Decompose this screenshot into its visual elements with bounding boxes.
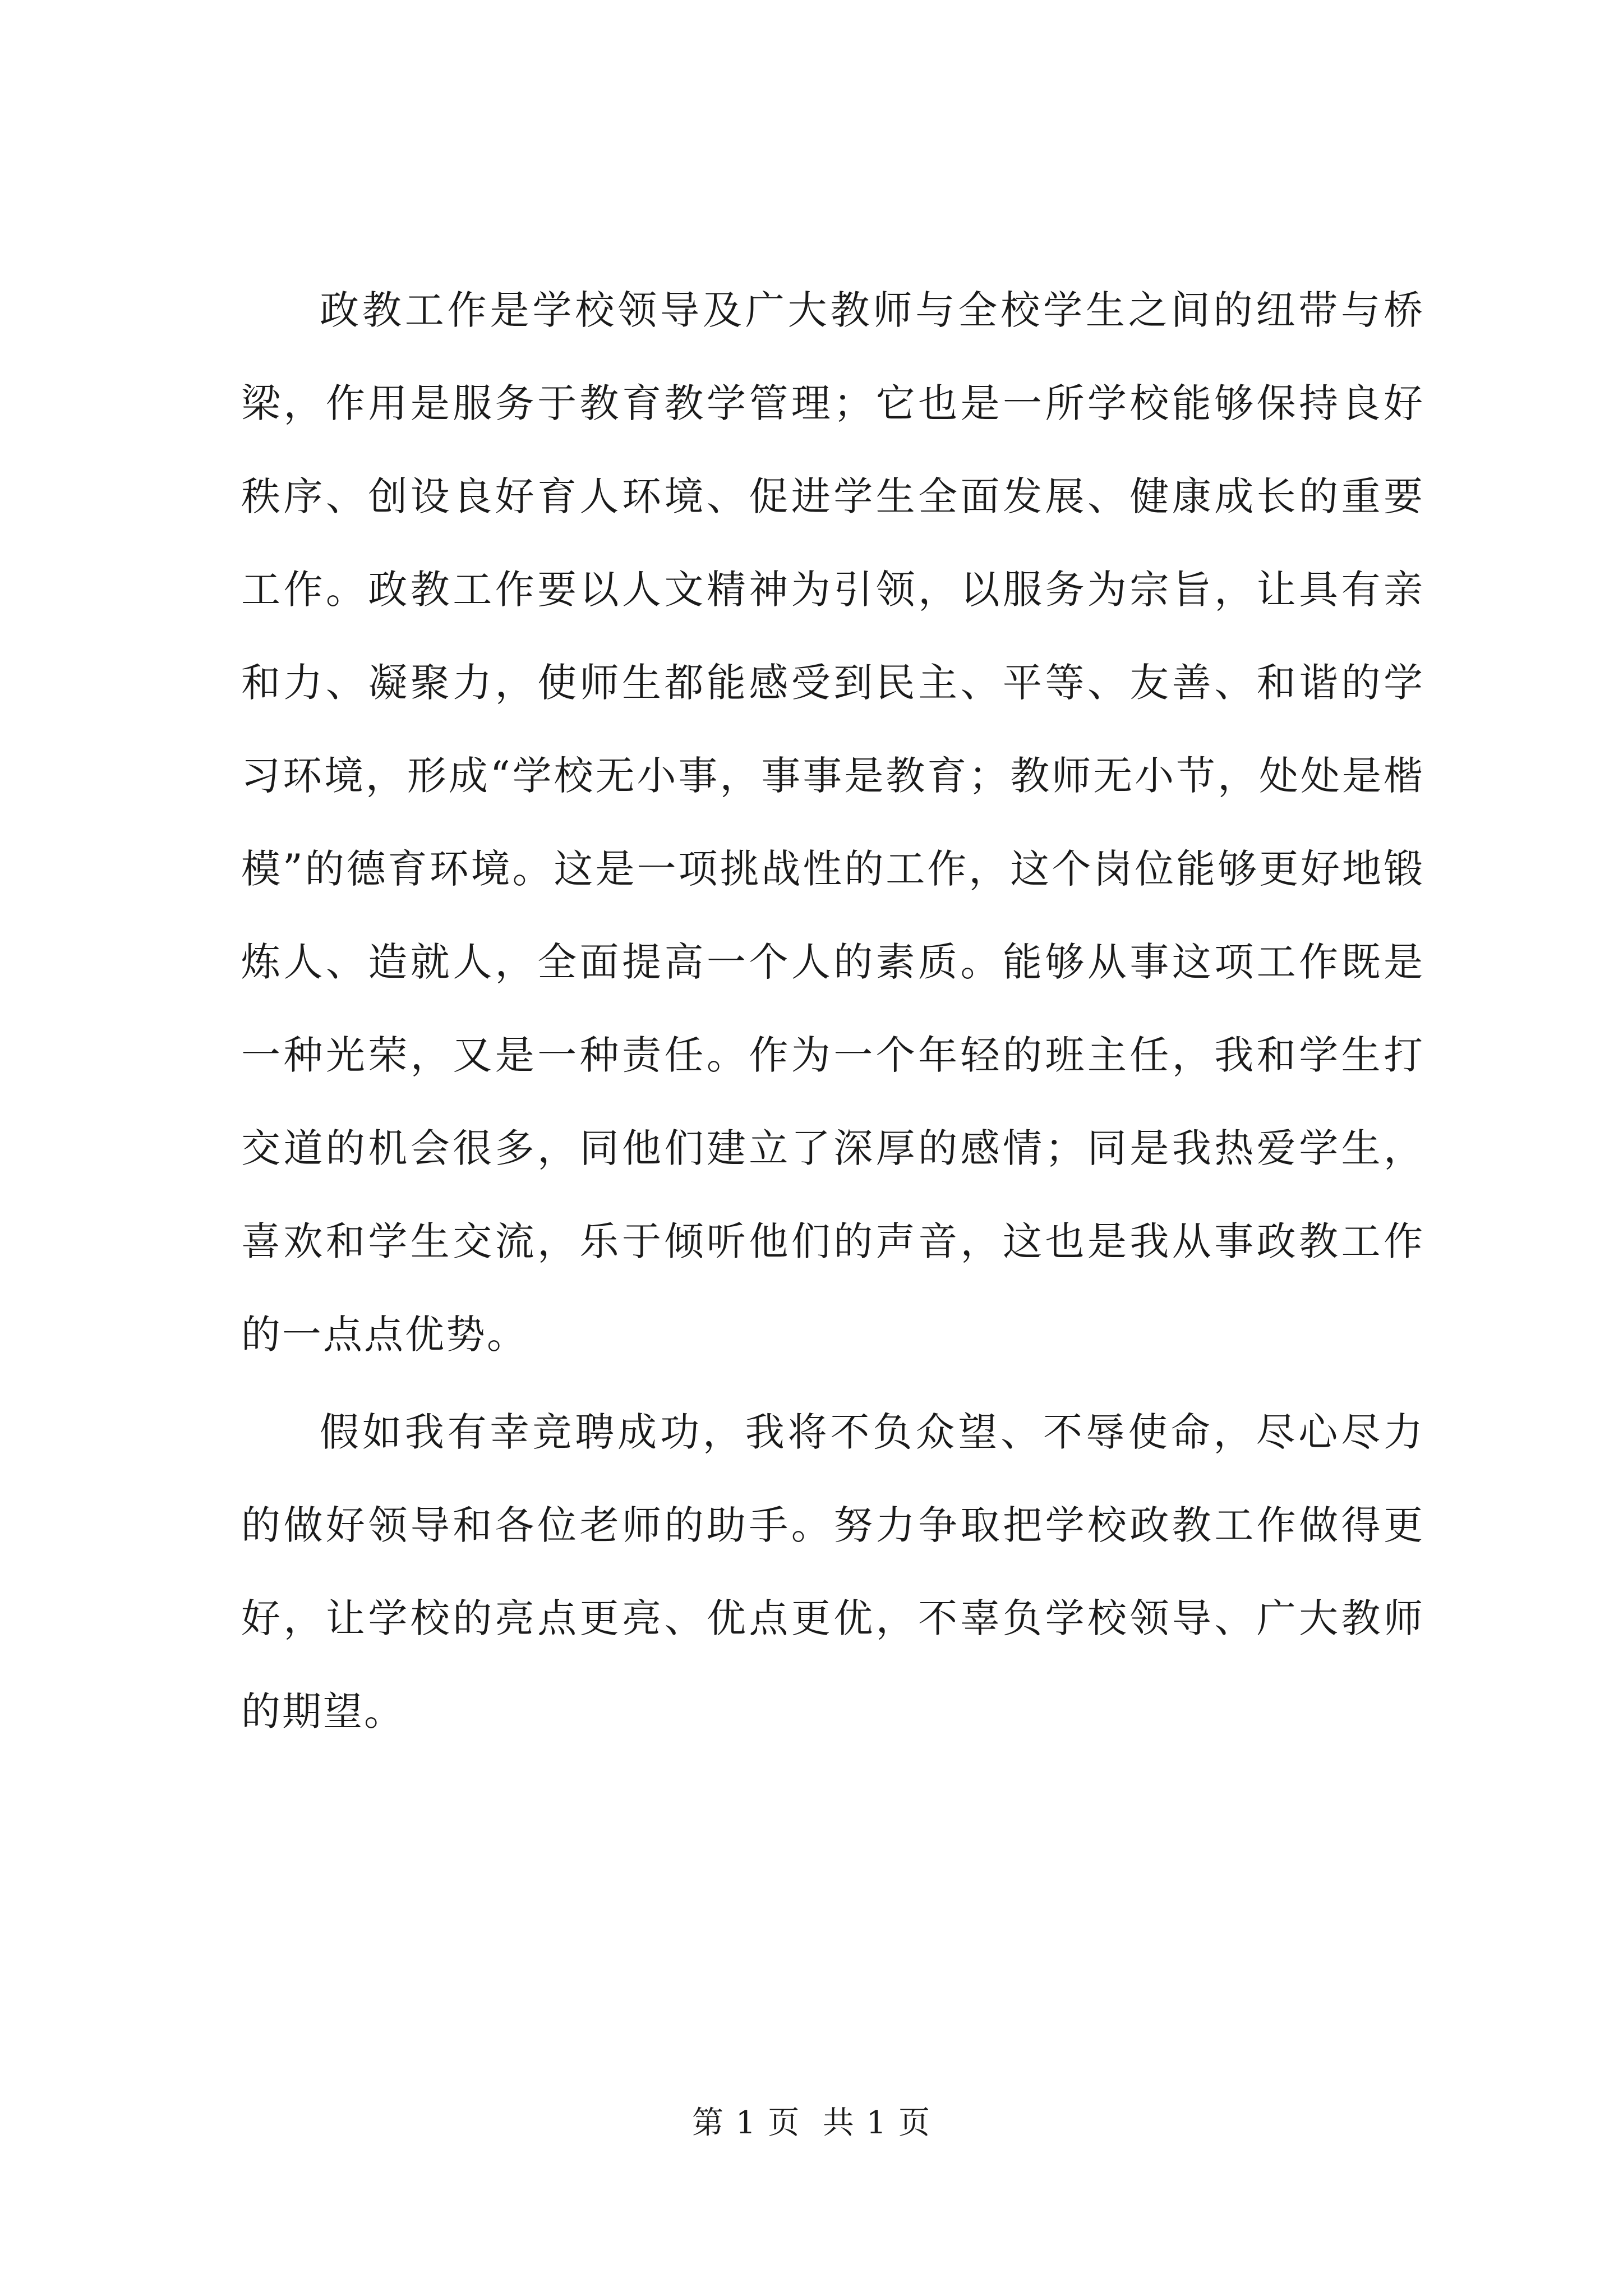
paragraph-1: 政教工作是学校领导及广大教师与全校学生之间的纽带与桥梁，作用是服务于教育教学管理；它也是一所学校能够保持良好秩序、创设良好育人环境、促进学生全面发展、健康成长的重要工作。政教工作要以人文精神为引领，以服务为宗旨，让具有亲和力、凝聚力，使师生都能感受到民主、平等、友善、和谐的学习环境，形成“学校无小事，事事是教育；教师无小节，处处是楷模”的德育环境。这是一项挑战性的工作，这个岗位能够更好地锻炼人、造就人，全面提高一个人的素质。能够从事这项工作既是一种光荣，又是一种责任。作为一个年轻的班主任，我和学生打交道的机会很多，同他们建立了深厚的感情；同是我热爱学生，喜欢和学生交流，乐于倾听他们的声音，这也是我从事政教工作的一点点优势。 xyxy=(241,287,1424,1358)
paragraph-2: 假如我有幸竞聘成功，我将不负众望、不辱使命，尽心尽力的做好领导和各位老师的助手。努力争取把学校政教工作做得更好，让学校的亮点更亮、优点更优，不辜负学校领导、广大教师的期望。 xyxy=(241,1409,1424,1734)
document-body xyxy=(241,264,1424,1763)
page-number-footer: 第 1 页 共 1 页 xyxy=(691,2105,932,2141)
